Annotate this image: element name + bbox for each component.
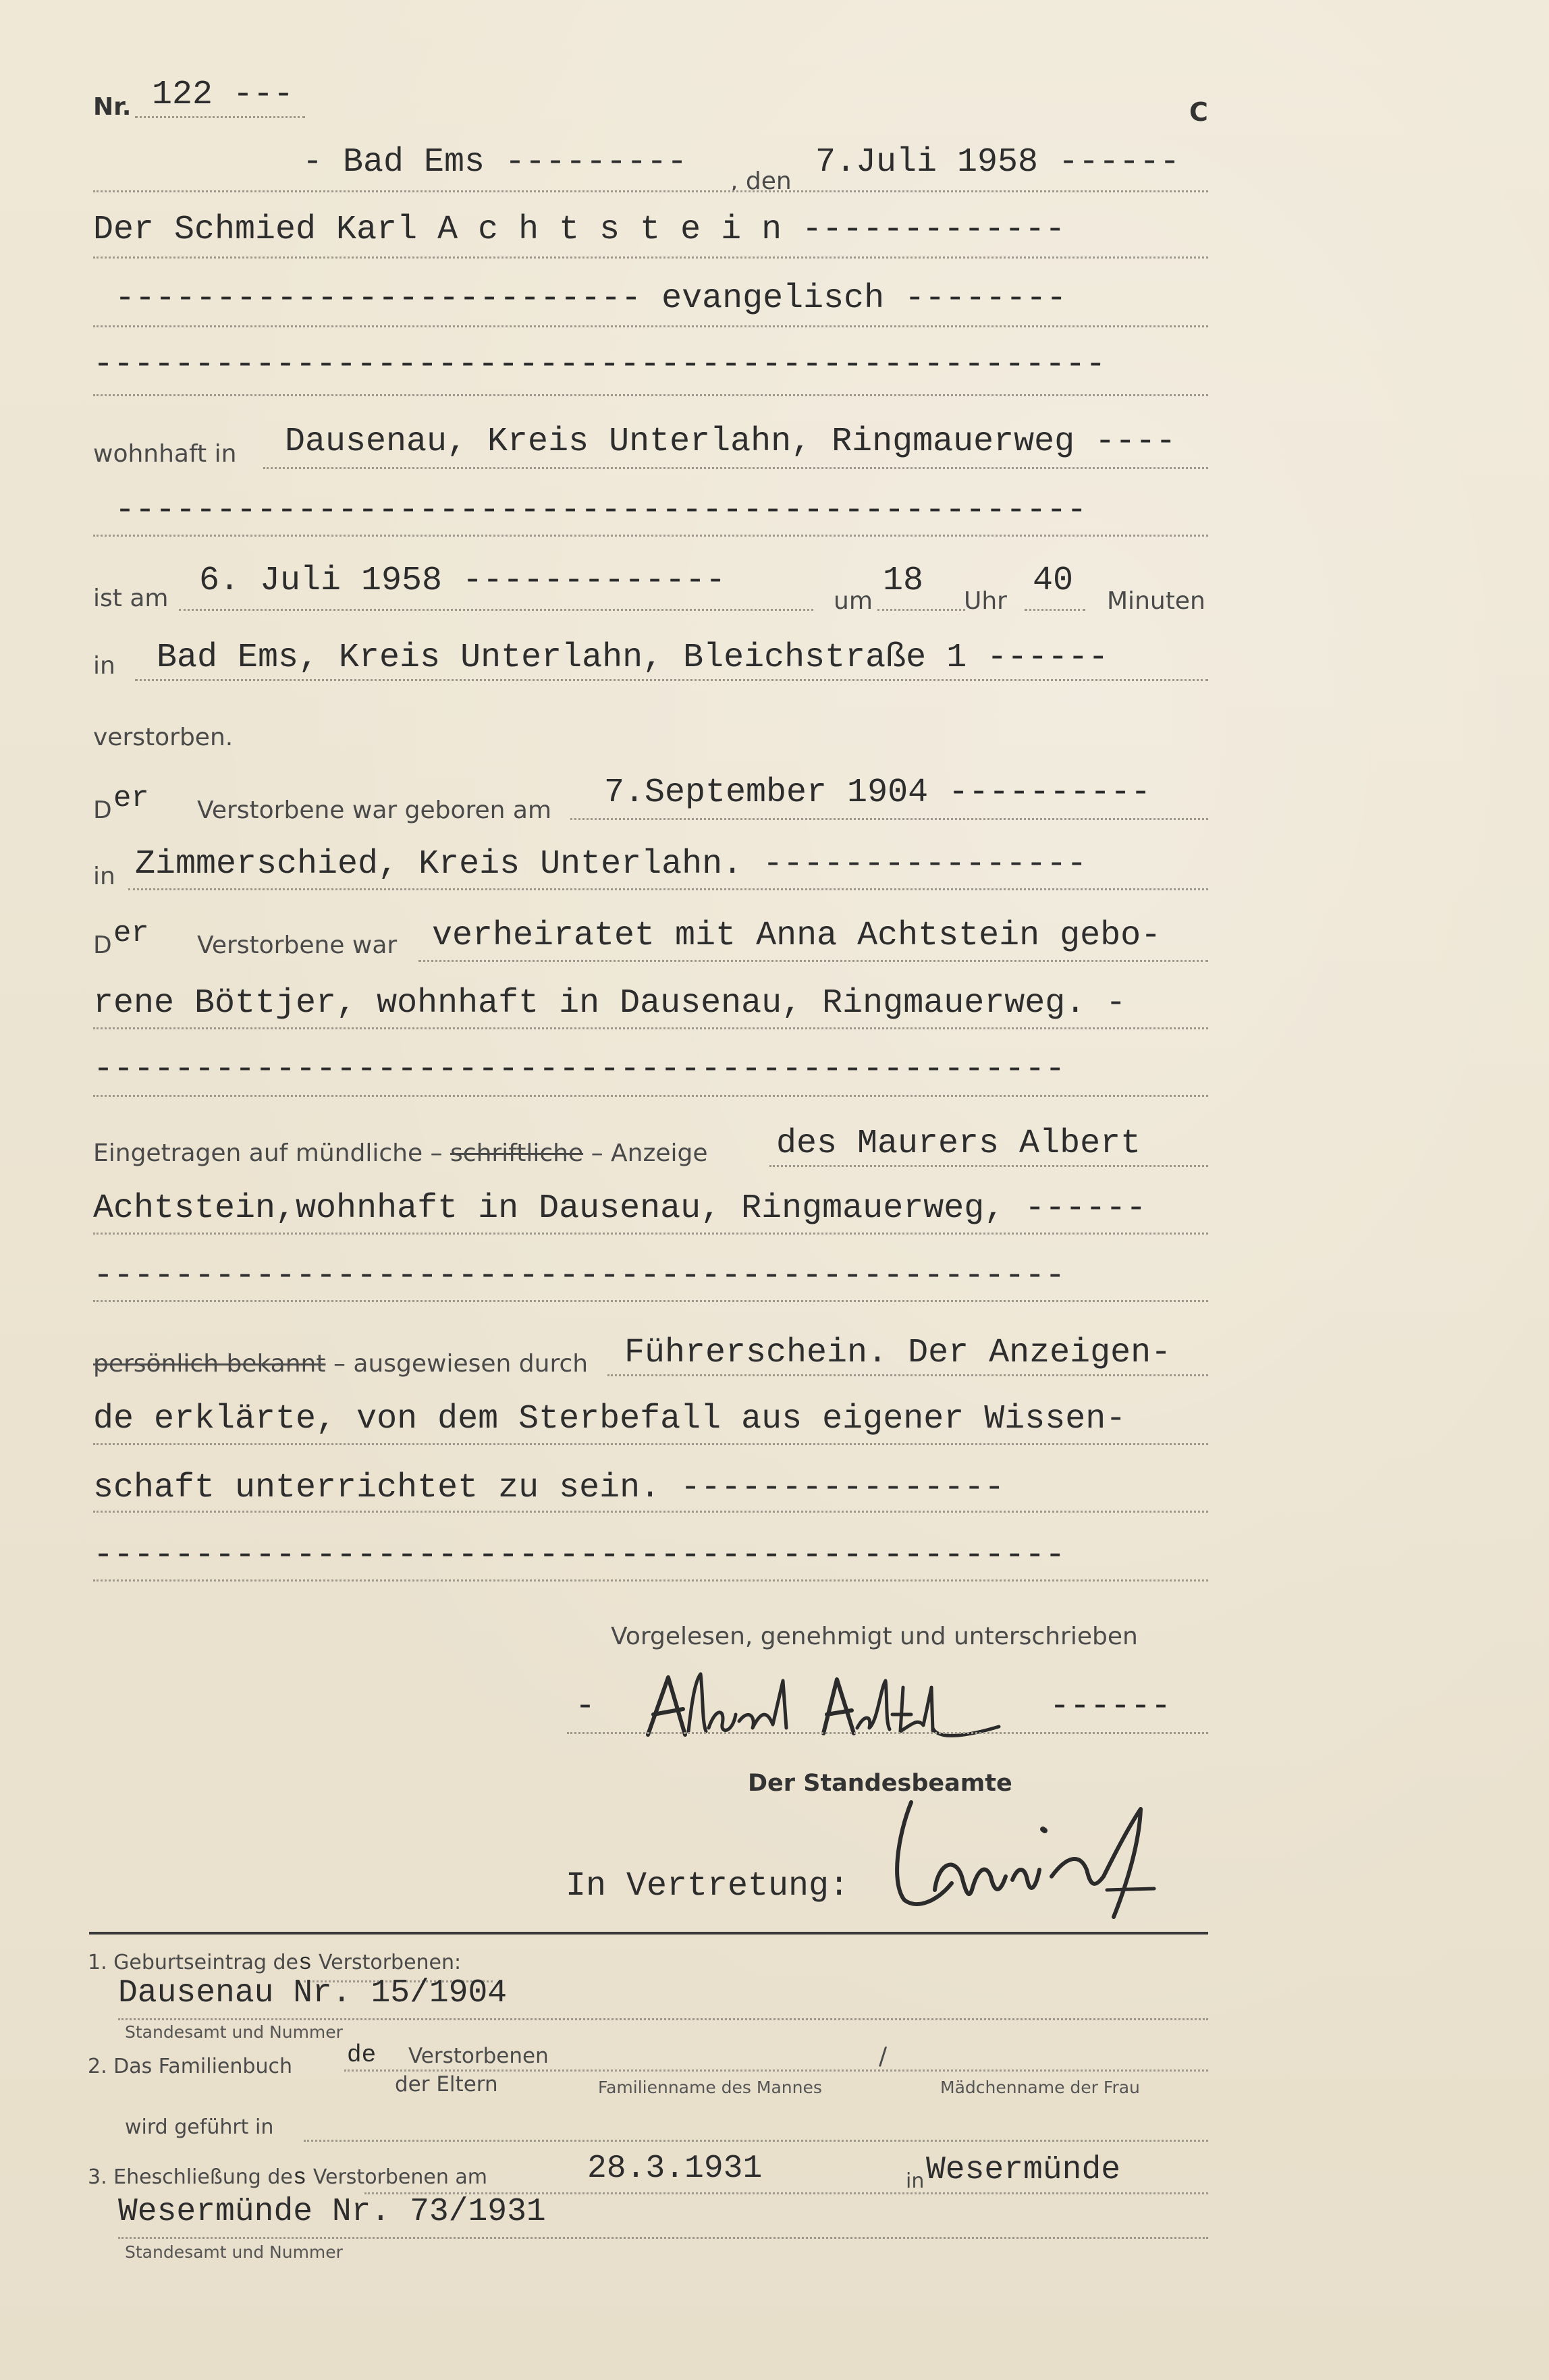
note-3-date: 28.3.1931 bbox=[587, 2151, 763, 2187]
note-2-dots bbox=[344, 2070, 1208, 2072]
report-line-1-dots bbox=[769, 1165, 1208, 1167]
marriage-line-3: ------------------------------------------------ bbox=[93, 1050, 1066, 1089]
marriage-line-3-dots bbox=[93, 1095, 1208, 1097]
report-label bbox=[93, 1139, 708, 1167]
birth-label: Verstorbene war geboren am bbox=[197, 796, 552, 824]
note-3-in: in bbox=[906, 2169, 925, 2193]
report-label-prefix: Eingetragen auf mündliche – bbox=[93, 1139, 443, 1167]
registrar-deputy-label: In Vertretung: bbox=[566, 1867, 850, 1905]
report-line-3-dots bbox=[93, 1300, 1208, 1302]
report-line-3: ------------------------------------------------ bbox=[93, 1257, 1066, 1295]
person-line-1: Der Schmied Karl A c h t s t e i n ------------- bbox=[93, 211, 1066, 249]
marriage-label: Verstorbene war bbox=[197, 931, 398, 959]
death-minute: 40 bbox=[1033, 562, 1074, 600]
identification-line-3-dots bbox=[93, 1511, 1208, 1513]
registration-date: 7.Juli 1958 ------ bbox=[815, 143, 1180, 182]
informant-signature bbox=[621, 1660, 1026, 1748]
residence-label: wohnhaft in bbox=[93, 440, 237, 468]
marriage-line-1-dots bbox=[418, 960, 1208, 962]
note-1-suffix: Verstorbenen: bbox=[318, 1951, 462, 1974]
note-3-caption: Standesamt und Nummer bbox=[125, 2242, 343, 2262]
informant-dash-left: - bbox=[575, 1687, 596, 1726]
identification-label bbox=[93, 1350, 588, 1378]
death-place-dots bbox=[135, 679, 1208, 681]
uhr-label: Uhr bbox=[964, 587, 1007, 615]
marriage-article: er bbox=[113, 917, 149, 950]
identification-label-text: – ausgewiesen durch bbox=[333, 1350, 589, 1378]
informant-dash-right: ------ bbox=[1050, 1687, 1172, 1726]
report-line-2: Achtstein,wohnhaft in Dausenau, Ringmauerweg, ------ bbox=[93, 1189, 1147, 1228]
identification-line-3: schaft unterrichtet zu sein. ---------------- bbox=[93, 1469, 1005, 1507]
series-letter: C bbox=[1189, 97, 1208, 127]
note-1-value-dots bbox=[118, 2018, 1208, 2020]
registrar-signature-graphic bbox=[871, 1789, 1181, 1924]
residence-cont: ------------------------------------------------ bbox=[115, 491, 1087, 530]
note-2-eltern: der Eltern bbox=[395, 2072, 498, 2097]
birth-place: Zimmerschied, Kreis Unterlahn. ---------------- bbox=[135, 845, 1087, 884]
minuten-label: Minuten bbox=[1107, 587, 1205, 615]
residence-cont-dots bbox=[93, 535, 1208, 537]
note-3-mid: Verstorbenen am bbox=[312, 2165, 488, 2189]
report-label-suffix: – Anzeige bbox=[591, 1139, 708, 1167]
note-1-label-text: 1. Geburtseintrag de bbox=[88, 1951, 299, 1974]
note-2-label: 2. Das Familienbuch bbox=[88, 2055, 292, 2078]
note-3-place: Wesermünde bbox=[926, 2152, 1121, 2188]
marriage-line-2-dots bbox=[93, 1027, 1208, 1029]
residence-dots bbox=[263, 467, 1208, 469]
death-in-label: in bbox=[93, 652, 115, 680]
verstorben-label: verstorben. bbox=[93, 724, 234, 751]
birth-article: er bbox=[113, 782, 149, 815]
identification-line-1: Führerschein. Der Anzeigen- bbox=[624, 1334, 1172, 1372]
death-hour-dots bbox=[877, 609, 965, 611]
birth-place-dots bbox=[128, 888, 1208, 890]
note-2-caption-woman: Mädchenname der Frau bbox=[940, 2078, 1140, 2097]
person-line-2: -------------------------- evangelisch -------- bbox=[115, 279, 1067, 318]
marriage-line-2: rene Böttjer, wohnhaft in Dausenau, Ringmauerweg. - bbox=[93, 984, 1126, 1023]
birth-date: 7.September 1904 ---------- bbox=[604, 774, 1151, 812]
nr-label: Nr. bbox=[93, 93, 132, 121]
note-3-value: Wesermünde Nr. 73/1931 bbox=[118, 2194, 546, 2230]
death-date: 6. Juli 1958 ------------- bbox=[199, 562, 726, 600]
identification-line-2-dots bbox=[93, 1443, 1208, 1445]
note-3-label-text: 3. Eheschließung de bbox=[88, 2165, 293, 2189]
nr-dotted-line bbox=[135, 116, 305, 118]
marriage-d-prefix: D bbox=[93, 931, 112, 959]
report-line-1: des Maurers Albert bbox=[776, 1125, 1141, 1163]
registrar-signature bbox=[871, 1789, 1181, 1924]
registration-place: - Bad Ems --------- bbox=[302, 143, 688, 182]
informant-signature-graphic bbox=[621, 1660, 1026, 1748]
note-3-letter: s bbox=[292, 2165, 307, 2191]
note-2-wird: wird geführt in bbox=[125, 2115, 274, 2139]
person-line-3-dots bbox=[93, 394, 1208, 396]
report-line-2-dots bbox=[93, 1233, 1208, 1235]
note-1-caption: Standesamt und Nummer bbox=[125, 2022, 343, 2042]
note-3-label bbox=[88, 2165, 487, 2191]
ist-am-label: ist am bbox=[93, 585, 169, 612]
residence-value: Dausenau, Kreis Unterlahn, Ringmauerweg ---- bbox=[285, 423, 1176, 461]
note-1-value: Dausenau Nr. 15/1904 bbox=[118, 1975, 508, 2011]
note-2-caption-man: Familienname des Mannes bbox=[598, 2078, 822, 2097]
identification-line-2: de erklärte, von dem Sterbefall aus eigener Wissen- bbox=[93, 1400, 1126, 1438]
note-2-slash: / bbox=[879, 2043, 888, 2070]
marriage-line-1: verheiratet mit Anna Achtstein gebo- bbox=[432, 917, 1162, 955]
registrar-label: Der Standesbeamte bbox=[748, 1770, 1012, 1797]
note-1-letter: s bbox=[298, 1951, 312, 1976]
person-line-2-dots bbox=[93, 325, 1208, 327]
note-2-verstorbenen: Verstorbenen bbox=[408, 2044, 549, 2068]
note-1-label bbox=[88, 1951, 461, 1976]
report-label-struck: schriftliche bbox=[450, 1139, 584, 1167]
birth-date-dots bbox=[570, 818, 1208, 820]
identification-line-1-dots bbox=[607, 1374, 1208, 1376]
identification-struck: persönlich bekannt bbox=[93, 1350, 326, 1378]
person-line-1-dots bbox=[93, 256, 1208, 259]
identification-line-4: ------------------------------------------------ bbox=[93, 1536, 1066, 1575]
death-date-dots bbox=[179, 609, 813, 611]
note-2-wird-dots bbox=[304, 2140, 1208, 2142]
death-hour: 18 bbox=[883, 562, 924, 600]
identification-line-4-dots bbox=[93, 1579, 1208, 1581]
birth-d-prefix: D bbox=[93, 796, 112, 824]
death-place: Bad Ems, Kreis Unterlahn, Bleichstraße 1 ------ bbox=[157, 639, 1109, 677]
note-2-de: de bbox=[347, 2041, 377, 2069]
person-line-3: -------------------------------------------------- bbox=[93, 346, 1106, 384]
place-date-line bbox=[93, 190, 1208, 192]
birth-in-label: in bbox=[93, 863, 115, 890]
section-divider bbox=[89, 1932, 1208, 1935]
note-3-value-dots bbox=[118, 2237, 1208, 2239]
register-number: 122 --- bbox=[152, 76, 294, 114]
read-approved-label: Vorgelesen, genehmigt und unterschrieben bbox=[611, 1623, 1138, 1650]
den-label: , den bbox=[730, 167, 792, 195]
um-label: um bbox=[834, 587, 873, 615]
death-minute-dots bbox=[1025, 609, 1085, 611]
informant-signature-dots bbox=[567, 1732, 1208, 1734]
